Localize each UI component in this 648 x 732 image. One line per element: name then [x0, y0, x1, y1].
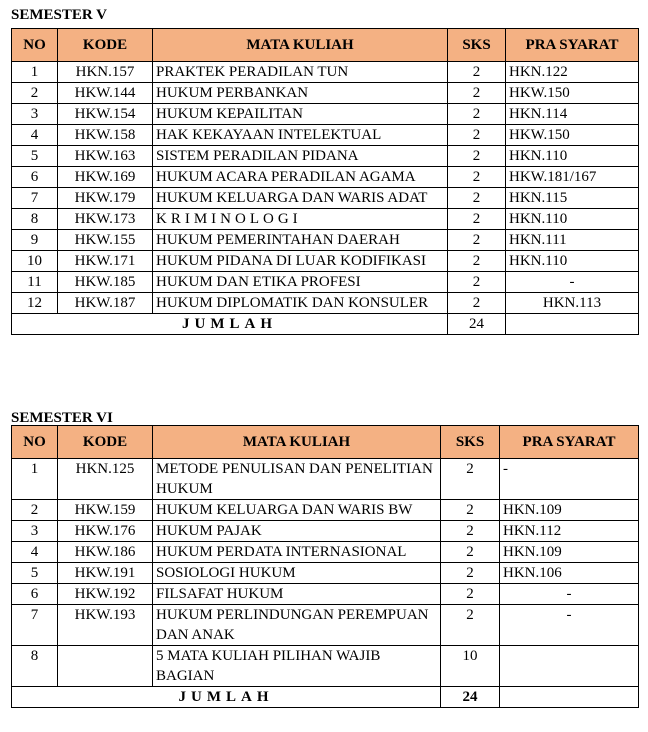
cell-sks: 2: [441, 542, 500, 563]
table-row: [12, 584, 639, 605]
header-kode: KODE: [58, 426, 153, 459]
cell-sks: 2: [441, 459, 500, 500]
cell-pra-syarat: HKN.106: [500, 563, 639, 584]
cell-sks: 2: [448, 251, 506, 272]
cell-kode: HKW.193: [58, 605, 153, 646]
cell-mata-kuliah: KRIMINOLOGI: [153, 209, 448, 230]
cell-mata-kuliah: HUKUM ACARA PERADILAN AGAMA: [153, 167, 448, 188]
cell-no: 4: [12, 125, 58, 146]
cell-kode: HKW.154: [58, 104, 153, 125]
cell-kode: HKN.125: [58, 459, 153, 500]
total-empty-cell: [500, 687, 639, 708]
cell-sks: 2: [441, 605, 500, 646]
header-mata-kuliah: MATA KULIAH: [153, 29, 448, 62]
header-sks: SKS: [448, 29, 506, 62]
header-pra-syarat: PRA SYARAT: [500, 426, 639, 459]
cell-no: 11: [12, 272, 58, 293]
cell-mata-kuliah: HUKUM PERDATA INTERNASIONAL: [153, 542, 441, 563]
cell-kode: HKW.158: [58, 125, 153, 146]
cell-pra-syarat: HKN.109: [500, 500, 639, 521]
table-row: [12, 605, 639, 646]
total-label: JUMLAH: [12, 687, 441, 708]
cell-sks: 2: [448, 104, 506, 125]
total-empty-cell: [506, 314, 639, 335]
cell-kode: HKW.155: [58, 230, 153, 251]
cell-kode: HKW.163: [58, 146, 153, 167]
cell-mata-kuliah: HUKUM PIDANA DI LUAR KODIFIKASI: [153, 251, 448, 272]
table-row: [12, 104, 639, 125]
cell-no: 5: [12, 146, 58, 167]
table-row: [12, 459, 639, 500]
cell-sks: 2: [441, 563, 500, 584]
cell-sks: 2: [448, 62, 506, 83]
cell-sks: 2: [448, 146, 506, 167]
cell-pra-syarat: -: [506, 272, 639, 293]
cell-no: 5: [12, 563, 58, 584]
cell-sks: 2: [441, 584, 500, 605]
cell-pra-syarat: HKW.181/167: [506, 167, 639, 188]
cell-sks: 2: [441, 500, 500, 521]
cell-no: 2: [12, 83, 58, 104]
cell-mata-kuliah: HUKUM PAJAK: [153, 521, 441, 542]
cell-no: 1: [12, 459, 58, 500]
cell-no: 6: [12, 584, 58, 605]
cell-no: 1: [12, 62, 58, 83]
header-kode: KODE: [58, 29, 153, 62]
table-row: [12, 293, 639, 314]
cell-pra-syarat: HKN.110: [506, 251, 639, 272]
header-pra-syarat: PRA SYARAT: [506, 29, 639, 62]
cell-kode: HKW.185: [58, 272, 153, 293]
semester-5-table: [11, 28, 639, 335]
table-row: [12, 209, 639, 230]
table-row: [12, 521, 639, 542]
cell-mata-kuliah: HUKUM PERLINDUNGAN PEREMPUAN DAN ANAK: [153, 605, 441, 646]
cell-pra-syarat: HKN.113: [506, 293, 639, 314]
cell-kode: HKW.171: [58, 251, 153, 272]
cell-no: 3: [12, 521, 58, 542]
cell-pra-syarat: HKN.114: [506, 104, 639, 125]
header-mata-kuliah: MATA KULIAH: [153, 426, 441, 459]
table-row: [12, 146, 639, 167]
table-row: [12, 62, 639, 83]
cell-kode: HKW.144: [58, 83, 153, 104]
table-row: [12, 542, 639, 563]
table-row: [12, 83, 639, 104]
cell-no: 4: [12, 542, 58, 563]
cell-mata-kuliah: HUKUM DAN ETIKA PROFESI: [153, 272, 448, 293]
header-no: NO: [12, 29, 58, 62]
cell-kode: HKW.159: [58, 500, 153, 521]
cell-sks: 10: [441, 646, 500, 687]
cell-pra-syarat: -: [500, 605, 639, 646]
semester-6-table: [11, 425, 639, 708]
table-row: [12, 188, 639, 209]
total-row: [12, 687, 639, 708]
cell-mata-kuliah: METODE PENULISAN DAN PENELITIAN HUKUM: [153, 459, 441, 500]
table-header-row: [12, 29, 639, 62]
cell-pra-syarat: -: [500, 584, 639, 605]
cell-sks: 2: [448, 83, 506, 104]
cell-no: 7: [12, 605, 58, 646]
cell-no: 7: [12, 188, 58, 209]
cell-no: 8: [12, 646, 58, 687]
cell-kode: HKW.186: [58, 542, 153, 563]
total-label: JUMLAH: [12, 314, 448, 335]
cell-pra-syarat: -: [500, 459, 639, 500]
table-row: [12, 500, 639, 521]
cell-mata-kuliah: HUKUM PEMERINTAHAN DAERAH: [153, 230, 448, 251]
table-row: [12, 272, 639, 293]
cell-mata-kuliah: 5 MATA KULIAH PILIHAN WAJIB BAGIAN: [153, 646, 441, 687]
cell-mata-kuliah: SOSIOLOGI HUKUM: [153, 563, 441, 584]
cell-mata-kuliah: HUKUM KELUARGA DAN WARIS BW: [153, 500, 441, 521]
table-row: [12, 251, 639, 272]
cell-no: 9: [12, 230, 58, 251]
cell-mata-kuliah: HAK KEKAYAAN INTELEKTUAL: [153, 125, 448, 146]
cell-kode: HKW.169: [58, 167, 153, 188]
total-sks: 24: [448, 314, 506, 335]
cell-kode: HKN.157: [58, 62, 153, 83]
cell-kode: HKW.192: [58, 584, 153, 605]
cell-kode: HKW.173: [58, 209, 153, 230]
cell-no: 12: [12, 293, 58, 314]
header-sks: SKS: [441, 426, 500, 459]
cell-sks: 2: [441, 521, 500, 542]
cell-no: 8: [12, 209, 58, 230]
cell-pra-syarat: HKN.109: [500, 542, 639, 563]
table-row: [12, 167, 639, 188]
cell-pra-syarat: HKN.122: [506, 62, 639, 83]
table-row: [12, 230, 639, 251]
cell-pra-syarat: HKN.112: [500, 521, 639, 542]
cell-no: 3: [12, 104, 58, 125]
cell-kode: HKW.187: [58, 293, 153, 314]
cell-mata-kuliah: HUKUM KELUARGA DAN WARIS ADAT: [153, 188, 448, 209]
header-no: NO: [12, 426, 58, 459]
cell-no: 10: [12, 251, 58, 272]
cell-kode: HKW.191: [58, 563, 153, 584]
cell-pra-syarat: HKW.150: [506, 125, 639, 146]
semester-5-title: SEMESTER V: [11, 7, 108, 23]
cell-mata-kuliah: PRAKTEK PERADILAN TUN: [153, 62, 448, 83]
cell-pra-syarat: HKN.110: [506, 146, 639, 167]
table-header-row: [12, 426, 639, 459]
cell-mata-kuliah: SISTEM PERADILAN PIDANA: [153, 146, 448, 167]
cell-sks: 2: [448, 293, 506, 314]
semester-6-title: SEMESTER VI: [11, 410, 113, 426]
cell-pra-syarat: HKN.111: [506, 230, 639, 251]
table-row: [12, 563, 639, 584]
cell-pra-syarat: HKW.150: [506, 83, 639, 104]
cell-no: 2: [12, 500, 58, 521]
cell-no: 6: [12, 167, 58, 188]
cell-pra-syarat: HKN.110: [506, 209, 639, 230]
cell-sks: 2: [448, 188, 506, 209]
cell-pra-syarat: [500, 646, 639, 687]
cell-sks: 2: [448, 167, 506, 188]
total-row: [12, 314, 639, 335]
cell-mata-kuliah: HUKUM DIPLOMATIK DAN KONSULER: [153, 293, 448, 314]
table-row: [12, 125, 639, 146]
cell-kode: HKW.176: [58, 521, 153, 542]
total-sks: 24: [441, 687, 500, 708]
cell-pra-syarat: HKN.115: [506, 188, 639, 209]
cell-sks: 2: [448, 272, 506, 293]
cell-mata-kuliah: FILSAFAT HUKUM: [153, 584, 441, 605]
table-row: [12, 646, 639, 687]
cell-sks: 2: [448, 209, 506, 230]
cell-mata-kuliah: HUKUM KEPAILITAN: [153, 104, 448, 125]
cell-kode: [58, 646, 153, 687]
cell-mata-kuliah: HUKUM PERBANKAN: [153, 83, 448, 104]
cell-sks: 2: [448, 125, 506, 146]
cell-kode: HKW.179: [58, 188, 153, 209]
cell-sks: 2: [448, 230, 506, 251]
